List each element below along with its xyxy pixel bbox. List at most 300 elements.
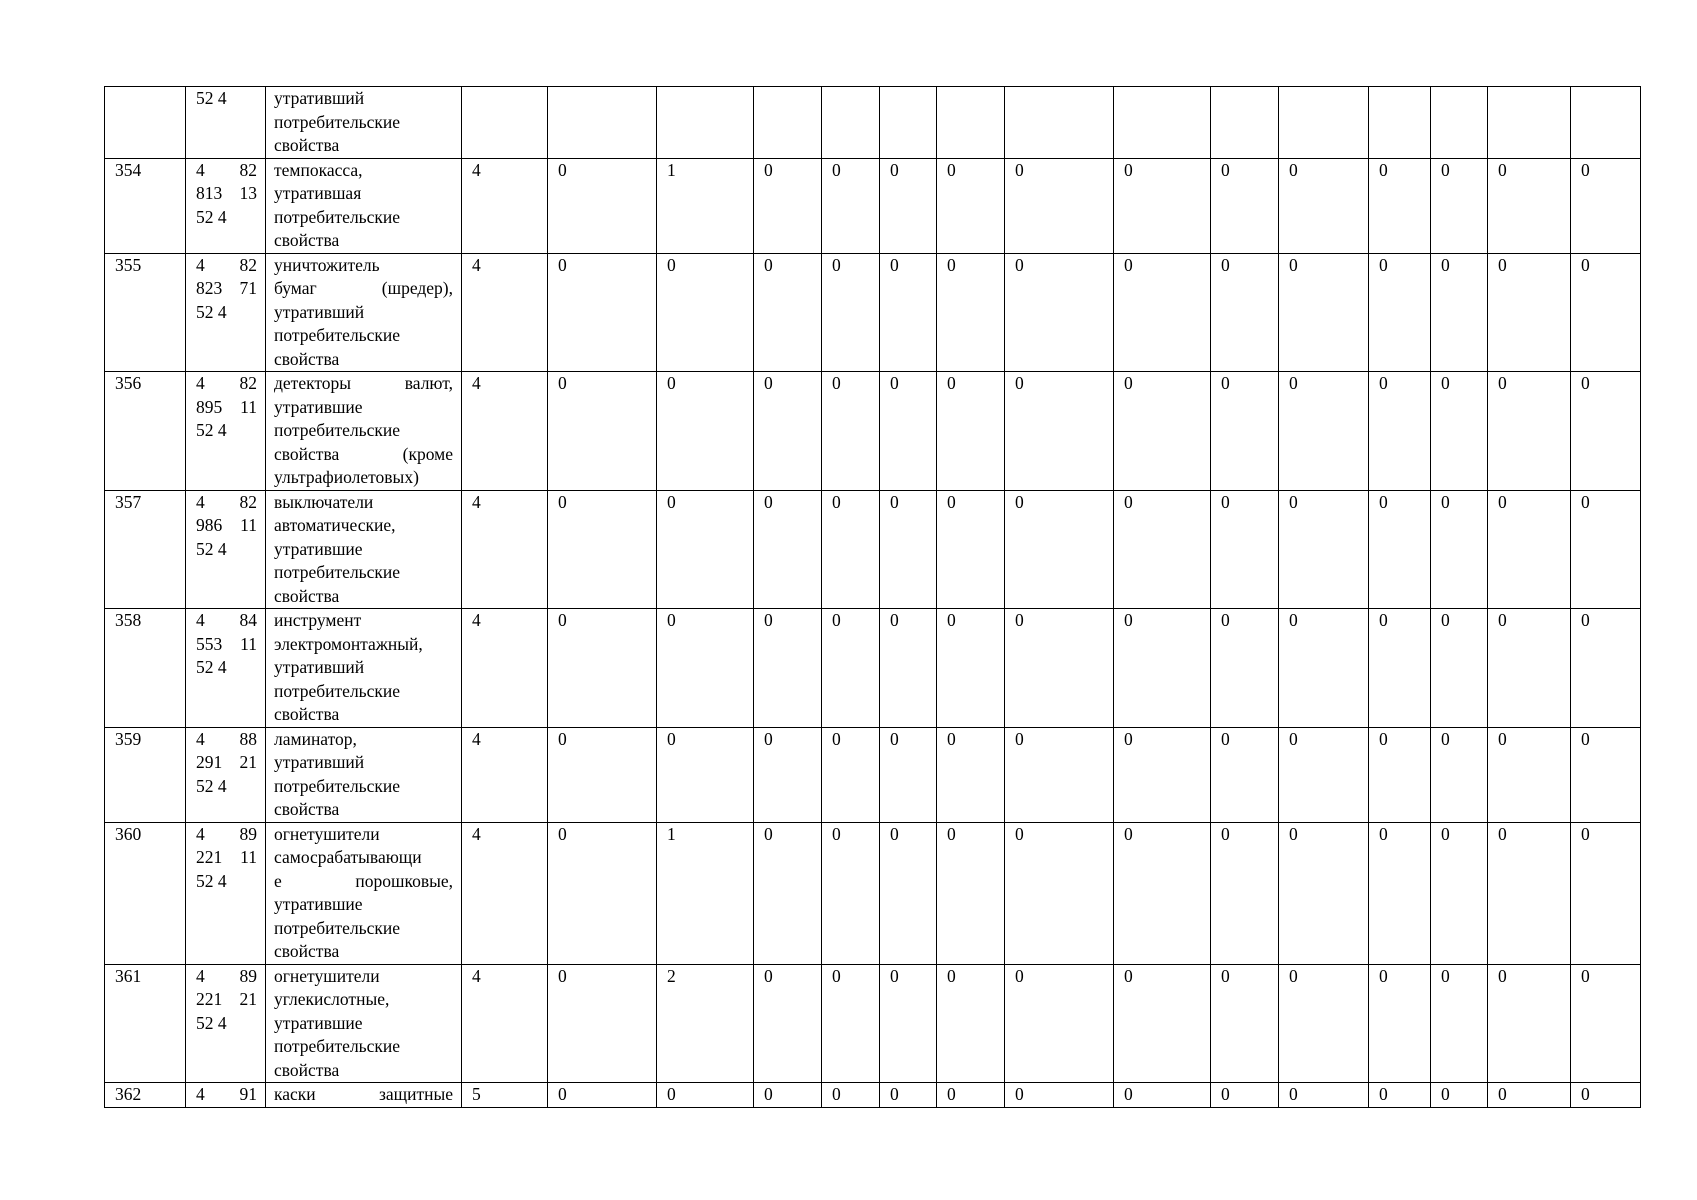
value-cell: 0 xyxy=(1005,964,1114,1083)
waste-name-line xyxy=(274,751,453,775)
waste-name-line xyxy=(274,893,453,917)
waste-name-line xyxy=(274,988,453,1012)
waste-name-word: утратившие xyxy=(274,538,363,559)
value-cell: 0 xyxy=(937,609,1005,728)
waste-name-line xyxy=(274,538,453,562)
hazard-class-cell: 4 xyxy=(462,964,548,1083)
waste-code-part: 52 4 xyxy=(196,538,227,559)
hazard-class-cell: 4 xyxy=(462,253,548,372)
waste-name-word: потребительские xyxy=(274,562,401,582)
waste-code-part: 84 xyxy=(239,610,257,630)
hazard-class-cell: 4 xyxy=(462,822,548,964)
value-cell: 0 xyxy=(1279,822,1369,964)
waste-name-word: свойства xyxy=(274,135,340,155)
waste-name-cell xyxy=(266,87,462,159)
table-row xyxy=(105,372,1641,491)
table-row xyxy=(105,87,1641,159)
value-cell xyxy=(548,87,657,159)
waste-name-line xyxy=(274,254,453,278)
value-cell: 0 xyxy=(1431,490,1488,609)
value-cell: 0 xyxy=(1279,609,1369,728)
waste-name-word: инструмент xyxy=(274,610,362,630)
waste-code-line xyxy=(196,254,257,278)
value-cell: 1 xyxy=(657,158,754,253)
waste-code-part: 986 xyxy=(196,515,223,535)
value-cell: 0 xyxy=(548,1083,657,1108)
waste-name-word: свойства xyxy=(274,443,340,464)
waste-name-line xyxy=(274,466,453,490)
waste-code-part: 11 xyxy=(240,847,257,867)
value-cell: 0 xyxy=(1279,158,1369,253)
waste-name-word: каски xyxy=(274,1084,316,1104)
value-cell: 0 xyxy=(937,490,1005,609)
value-cell: 0 xyxy=(880,490,937,609)
value-cell: 0 xyxy=(1369,372,1431,491)
waste-name-cell xyxy=(266,372,462,491)
value-cell: 0 xyxy=(880,822,937,964)
waste-code-part: 221 xyxy=(196,847,223,867)
waste-code-part: 71 xyxy=(239,278,257,298)
waste-code-line xyxy=(196,538,257,562)
value-cell: 0 xyxy=(1571,253,1641,372)
waste-code-part: 823 xyxy=(196,278,223,298)
value-cell: 0 xyxy=(1005,158,1114,253)
waste-name-word: ламинатор, xyxy=(274,728,357,749)
value-cell: 0 xyxy=(1571,822,1641,964)
waste-code-cell xyxy=(186,158,266,253)
waste-name-word: свойства xyxy=(274,585,340,606)
waste-code-cell xyxy=(186,1083,266,1108)
value-cell: 0 xyxy=(1114,372,1211,491)
waste-name-word: порошковые, xyxy=(355,870,453,891)
waste-code-part: 52 4 xyxy=(196,775,227,796)
waste-code-part: 52 4 xyxy=(196,88,227,108)
waste-name-line xyxy=(274,728,453,752)
waste-name-line xyxy=(274,656,453,680)
table-row xyxy=(105,727,1641,822)
value-cell: 0 xyxy=(1211,727,1279,822)
row-number-cell: 354 xyxy=(105,158,186,253)
waste-name-line xyxy=(274,182,453,206)
value-cell: 0 xyxy=(1005,609,1114,728)
waste-name-line xyxy=(274,870,453,894)
waste-code-line xyxy=(196,823,257,847)
hazard-class-cell: 4 xyxy=(462,609,548,728)
waste-name-cell xyxy=(266,609,462,728)
waste-code-cell xyxy=(186,727,266,822)
value-cell: 0 xyxy=(880,1083,937,1108)
waste-name-line xyxy=(274,775,453,799)
waste-code-line xyxy=(196,656,257,680)
value-cell: 0 xyxy=(548,609,657,728)
waste-code-cell xyxy=(186,964,266,1083)
waste-name-word: огнетушители xyxy=(274,965,380,986)
table-row xyxy=(105,1083,1641,1108)
value-cell: 0 xyxy=(1211,158,1279,253)
waste-name-line xyxy=(274,277,453,301)
waste-code-line xyxy=(196,182,257,206)
waste-name-word: свойства xyxy=(274,941,340,961)
value-cell: 0 xyxy=(657,372,754,491)
waste-name-word: потребительские xyxy=(274,1036,401,1056)
waste-name-line xyxy=(274,396,453,420)
waste-name-word: свойства xyxy=(274,348,340,369)
value-cell: 0 xyxy=(1211,490,1279,609)
waste-name-line xyxy=(274,159,453,183)
waste-name-word: утративший xyxy=(274,752,365,772)
row-number-cell xyxy=(105,87,186,159)
waste-name-line xyxy=(274,134,453,158)
waste-name-word: самосрабатывающи xyxy=(274,847,422,867)
value-cell: 0 xyxy=(1571,490,1641,609)
value-cell: 0 xyxy=(1114,158,1211,253)
waste-code-part: 291 xyxy=(196,752,223,772)
waste-name-cell xyxy=(266,822,462,964)
value-cell: 0 xyxy=(1114,253,1211,372)
value-cell: 0 xyxy=(754,609,822,728)
waste-code-part: 11 xyxy=(240,515,257,535)
value-cell: 0 xyxy=(1211,372,1279,491)
waste-name-cell xyxy=(266,253,462,372)
waste-code-part: 4 xyxy=(196,610,205,630)
waste-code-part: 89 xyxy=(239,965,257,986)
hazard-class-cell: 4 xyxy=(462,490,548,609)
row-number-cell: 355 xyxy=(105,253,186,372)
waste-name-word: свойства xyxy=(274,1059,340,1080)
waste-code-part: 4 xyxy=(196,1084,205,1104)
waste-code-line xyxy=(196,988,257,1012)
waste-code-part: 91 xyxy=(239,1084,257,1104)
value-cell: 0 xyxy=(1369,727,1431,822)
waste-name-line xyxy=(274,680,453,704)
value-cell: 0 xyxy=(754,490,822,609)
waste-code-part: 52 4 xyxy=(196,206,227,227)
waste-name-word: потребительские xyxy=(274,680,401,701)
waste-code-part: 52 4 xyxy=(196,301,227,322)
value-cell: 0 xyxy=(937,372,1005,491)
waste-name-cell xyxy=(266,727,462,822)
value-cell: 0 xyxy=(754,822,822,964)
value-cell: 0 xyxy=(822,727,880,822)
value-cell: 0 xyxy=(1431,609,1488,728)
waste-name-word: автоматические, xyxy=(274,515,396,535)
value-cell: 0 xyxy=(1431,372,1488,491)
waste-name-line xyxy=(274,514,453,538)
value-cell: 0 xyxy=(880,158,937,253)
waste-name-line xyxy=(274,206,453,230)
waste-name-line xyxy=(274,348,453,372)
value-cell: 0 xyxy=(937,727,1005,822)
waste-name-line xyxy=(274,561,453,585)
waste-code-line xyxy=(196,965,257,989)
value-cell: 0 xyxy=(754,1083,822,1108)
value-cell: 0 xyxy=(657,253,754,372)
waste-name-line xyxy=(274,1083,453,1107)
value-cell xyxy=(937,87,1005,159)
table-row xyxy=(105,822,1641,964)
waste-name-line xyxy=(274,633,453,657)
value-cell: 0 xyxy=(1211,609,1279,728)
row-number-cell: 361 xyxy=(105,964,186,1083)
value-cell: 0 xyxy=(1431,158,1488,253)
table-row xyxy=(105,964,1641,1083)
row-number-cell: 360 xyxy=(105,822,186,964)
waste-code-part: 82 xyxy=(239,491,257,512)
waste-code-line xyxy=(196,728,257,752)
value-cell: 0 xyxy=(1488,822,1571,964)
value-cell: 0 xyxy=(1488,609,1571,728)
value-cell: 0 xyxy=(1005,490,1114,609)
value-cell: 0 xyxy=(1431,822,1488,964)
value-cell: 0 xyxy=(1114,490,1211,609)
waste-code-line xyxy=(196,87,257,111)
waste-name-word: огнетушители xyxy=(274,823,380,844)
table-row xyxy=(105,253,1641,372)
row-number-cell: 358 xyxy=(105,609,186,728)
waste-name-cell xyxy=(266,1083,462,1108)
waste-code-line xyxy=(196,609,257,633)
value-cell: 0 xyxy=(1571,727,1641,822)
value-cell: 0 xyxy=(1279,490,1369,609)
value-cell: 0 xyxy=(880,253,937,372)
value-cell: 0 xyxy=(1211,253,1279,372)
value-cell: 0 xyxy=(1005,1083,1114,1108)
waste-name-word: валют, xyxy=(404,373,453,393)
waste-name-line xyxy=(274,87,453,111)
value-cell: 0 xyxy=(822,964,880,1083)
value-cell: 0 xyxy=(754,727,822,822)
waste-code-line xyxy=(196,372,257,396)
waste-code-line xyxy=(196,633,257,657)
value-cell: 0 xyxy=(1431,253,1488,372)
value-cell: 0 xyxy=(1114,964,1211,1083)
waste-code-line xyxy=(196,301,257,325)
waste-code-part: 11 xyxy=(240,396,257,417)
value-cell: 0 xyxy=(1369,822,1431,964)
value-cell: 0 xyxy=(1369,158,1431,253)
waste-name-word: потребительские xyxy=(274,206,401,227)
waste-name-line xyxy=(274,823,453,847)
value-cell xyxy=(1005,87,1114,159)
waste-name-word: утративший xyxy=(274,301,365,322)
waste-name-word: утратившая xyxy=(274,183,362,203)
value-cell: 0 xyxy=(1488,727,1571,822)
waste-name-word: (кроме xyxy=(402,443,453,464)
waste-code-line xyxy=(196,846,257,870)
waste-code-part: 895 xyxy=(196,396,223,417)
waste-table xyxy=(104,86,1641,1108)
waste-name-word: (шредер), xyxy=(381,278,453,298)
value-cell: 0 xyxy=(548,822,657,964)
value-cell: 0 xyxy=(1211,1083,1279,1108)
value-cell: 0 xyxy=(1369,1083,1431,1108)
value-cell xyxy=(1431,87,1488,159)
waste-code-part: 21 xyxy=(239,752,257,772)
waste-code-part: 4 xyxy=(196,491,205,512)
waste-code-line xyxy=(196,491,257,515)
waste-name-line xyxy=(274,229,453,253)
value-cell: 0 xyxy=(1369,964,1431,1083)
waste-code-cell xyxy=(186,253,266,372)
value-cell: 0 xyxy=(1211,822,1279,964)
waste-name-line xyxy=(274,585,453,609)
value-cell: 0 xyxy=(1571,1083,1641,1108)
waste-code-part: 82 xyxy=(239,373,257,393)
waste-name-word: ультрафиолетовых) xyxy=(274,467,419,487)
waste-name-line xyxy=(274,846,453,870)
value-cell: 0 xyxy=(937,158,1005,253)
value-cell: 0 xyxy=(1279,727,1369,822)
waste-code-line xyxy=(196,775,257,799)
waste-name-line xyxy=(274,917,453,941)
value-cell xyxy=(1369,87,1431,159)
value-cell: 0 xyxy=(754,253,822,372)
value-cell: 0 xyxy=(548,490,657,609)
waste-code-cell xyxy=(186,609,266,728)
waste-code-line xyxy=(196,1012,257,1036)
waste-name-word: свойства xyxy=(274,704,340,724)
value-cell: 0 xyxy=(548,964,657,1083)
row-number-cell: 356 xyxy=(105,372,186,491)
value-cell: 0 xyxy=(1005,822,1114,964)
value-cell: 0 xyxy=(1431,1083,1488,1108)
waste-code-cell xyxy=(186,372,266,491)
waste-name-word: потребительские xyxy=(274,420,401,440)
value-cell: 0 xyxy=(1488,158,1571,253)
waste-code-line xyxy=(196,1083,257,1107)
waste-name-word: потребительские xyxy=(274,775,401,796)
waste-name-word: свойства xyxy=(274,799,340,819)
waste-name-cell xyxy=(266,158,462,253)
waste-name-word: уничтожитель xyxy=(274,254,380,275)
value-cell: 0 xyxy=(1279,964,1369,1083)
hazard-class-cell: 5 xyxy=(462,1083,548,1108)
value-cell: 0 xyxy=(880,727,937,822)
value-cell: 0 xyxy=(1488,490,1571,609)
value-cell: 0 xyxy=(880,372,937,491)
row-number-cell: 359 xyxy=(105,727,186,822)
hazard-class-cell: 4 xyxy=(462,372,548,491)
waste-code-part: 4 xyxy=(196,823,205,844)
value-cell: 0 xyxy=(822,158,880,253)
waste-name-line xyxy=(274,301,453,325)
waste-code-part: 52 4 xyxy=(196,1012,227,1033)
value-cell: 0 xyxy=(822,372,880,491)
value-cell: 0 xyxy=(657,609,754,728)
waste-code-part: 4 xyxy=(196,373,205,393)
waste-name-word: темпокасса, xyxy=(274,159,363,180)
value-cell: 0 xyxy=(1369,253,1431,372)
waste-name-word: выключатели xyxy=(274,491,374,512)
waste-code-part: 221 xyxy=(196,989,223,1009)
value-cell: 0 xyxy=(1279,253,1369,372)
waste-code-part: 52 4 xyxy=(196,420,227,440)
waste-code-part: 89 xyxy=(239,823,257,844)
value-cell xyxy=(1279,87,1369,159)
value-cell: 0 xyxy=(548,158,657,253)
value-cell: 0 xyxy=(754,964,822,1083)
value-cell: 0 xyxy=(1431,964,1488,1083)
waste-name-cell xyxy=(266,490,462,609)
value-cell: 0 xyxy=(1571,158,1641,253)
value-cell: 0 xyxy=(548,372,657,491)
waste-code-part: 813 xyxy=(196,183,223,203)
value-cell xyxy=(822,87,880,159)
waste-code-cell xyxy=(186,822,266,964)
waste-name-line xyxy=(274,491,453,515)
value-cell: 0 xyxy=(880,964,937,1083)
value-cell: 0 xyxy=(937,822,1005,964)
value-cell: 0 xyxy=(1369,609,1431,728)
value-cell: 0 xyxy=(1571,372,1641,491)
waste-code-line xyxy=(196,870,257,894)
row-number-cell: 357 xyxy=(105,490,186,609)
waste-name-word: электромонтажный, xyxy=(274,633,423,654)
value-cell: 0 xyxy=(1488,964,1571,1083)
value-cell: 0 xyxy=(1488,372,1571,491)
value-cell: 0 xyxy=(937,964,1005,1083)
waste-name-word: утративший xyxy=(274,657,365,677)
waste-code-part: 52 4 xyxy=(196,870,227,891)
waste-name-word: потребительские xyxy=(274,325,401,345)
waste-name-line xyxy=(274,703,453,727)
waste-code-part: 88 xyxy=(239,728,257,749)
value-cell: 0 xyxy=(657,490,754,609)
value-cell: 0 xyxy=(937,253,1005,372)
value-cell: 0 xyxy=(822,253,880,372)
value-cell: 0 xyxy=(1369,490,1431,609)
value-cell xyxy=(880,87,937,159)
waste-code-part: 13 xyxy=(239,183,257,203)
waste-code-part: 553 xyxy=(196,633,223,654)
hazard-class-cell xyxy=(462,87,548,159)
waste-name-line xyxy=(274,1012,453,1036)
waste-name-word: утратившие xyxy=(274,894,363,914)
value-cell: 2 xyxy=(657,964,754,1083)
value-cell: 0 xyxy=(1488,253,1571,372)
waste-name-line xyxy=(274,111,453,135)
value-cell: 0 xyxy=(1571,964,1641,1083)
value-cell: 0 xyxy=(1279,1083,1369,1108)
value-cell: 0 xyxy=(822,490,880,609)
waste-code-part: 52 4 xyxy=(196,657,227,677)
waste-name-word: бумаг xyxy=(274,278,317,298)
waste-name-line xyxy=(274,1059,453,1083)
value-cell: 0 xyxy=(657,1083,754,1108)
value-cell: 0 xyxy=(1211,964,1279,1083)
waste-name-cell xyxy=(266,964,462,1083)
waste-name-line xyxy=(274,1035,453,1059)
value-cell: 1 xyxy=(657,822,754,964)
waste-name-word: утративший xyxy=(274,88,365,108)
waste-code-part: 11 xyxy=(240,633,257,654)
waste-code-line xyxy=(196,419,257,443)
waste-name-line xyxy=(274,940,453,964)
value-cell: 0 xyxy=(1431,727,1488,822)
waste-name-word: потребительские xyxy=(274,917,401,938)
waste-code-line xyxy=(196,159,257,183)
waste-name-line xyxy=(274,324,453,348)
value-cell xyxy=(1571,87,1641,159)
waste-code-line xyxy=(196,277,257,301)
table-row xyxy=(105,609,1641,728)
waste-code-line xyxy=(196,751,257,775)
waste-code-part: 4 xyxy=(196,728,205,749)
value-cell: 0 xyxy=(822,1083,880,1108)
waste-code-cell xyxy=(186,87,266,159)
waste-name-word: потребительские xyxy=(274,111,401,132)
waste-code-part: 4 xyxy=(196,254,205,275)
